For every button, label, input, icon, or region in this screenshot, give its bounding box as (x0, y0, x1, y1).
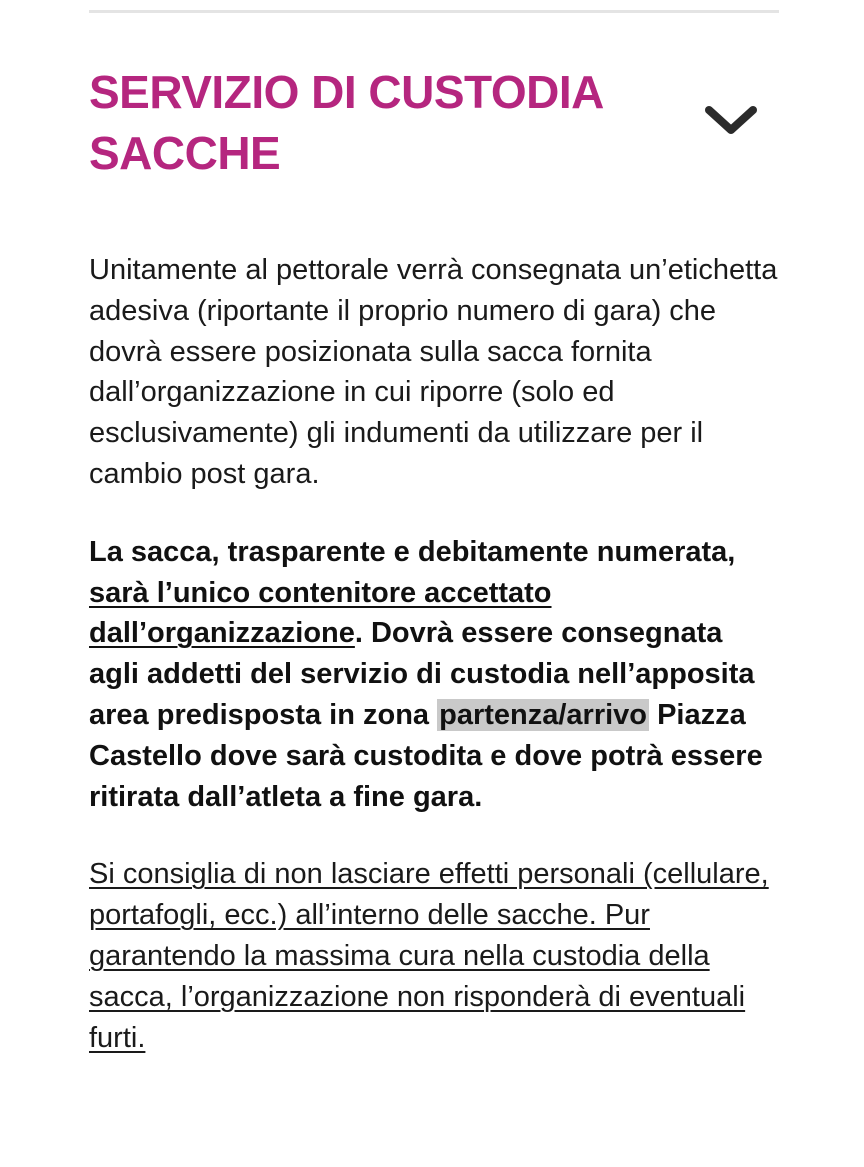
accordion-content (89, 250, 779, 1058)
disclaimer-paragraph: Si consiglia di non lasciare effetti personali (cellulare, portafogli, ecc.) all’interno delle sacche. Pur garantendo la massima cura nella custodia della sacca, l’organizzazione non risponderà di eventuali furti. (89, 858, 769, 1054)
bag-info-paragraph (89, 532, 779, 818)
bag-info-lead: La sacca, trasparente e debitamente numerata, (89, 535, 736, 568)
section-title: SERVIZIO DI CUSTODIA SACCHE (89, 66, 603, 179)
accordion-header[interactable] (89, 62, 779, 192)
top-divider (89, 10, 779, 13)
chevron-down-icon[interactable] (703, 102, 759, 138)
intro-paragraph: Unitamente al pettorale verrà consegnata un’etichetta adesiva (riportante il proprio numero di gara) che dovrà essere posizionata sulla sacca fornita dall’organizzazione in cui riporre (solo ed esclusivamente) gli indumenti da utilizzare per il cambio post gara. (89, 254, 778, 490)
bag-info-tail: Piazza Castello dove sarà custodita e dove potrà essere ritirata dall’atleta a fine gara. (89, 698, 763, 813)
bag-info-middle: . Dovrà essere consegnata agli addetti del servizio di custodia nell’apposita area predisposta in zona (89, 617, 755, 731)
bag-info-highlight: partenza/arrivo (439, 698, 648, 731)
bag-info-underlined: sarà l’unico contenitore accettato dall’organizzazione (89, 576, 552, 650)
